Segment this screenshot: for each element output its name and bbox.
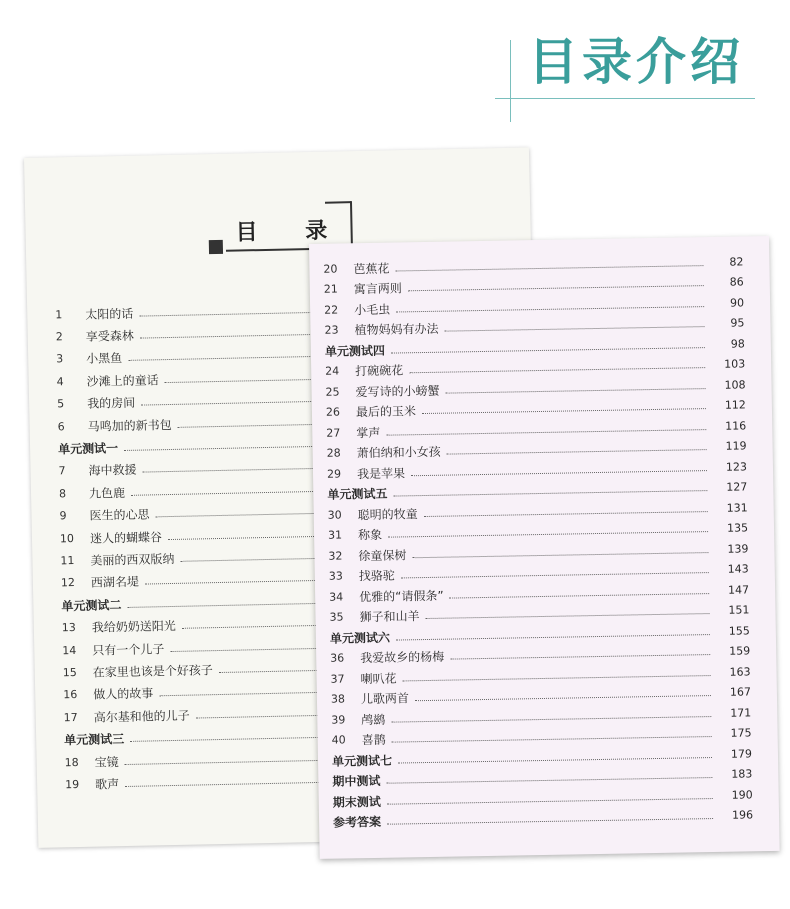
- toc-entry-page-number: 95: [730, 316, 745, 330]
- toc-entry-number: 4: [56, 374, 64, 389]
- dot-leader: [412, 552, 708, 558]
- toc-entry-title: 优雅的“请假条”: [359, 588, 444, 604]
- toc-entry-title: 找骆驼: [358, 568, 395, 584]
- toc-entry-page-number: 119: [725, 439, 747, 453]
- toc-entry-title: 萧伯纳和小女孩: [356, 444, 441, 461]
- toc-entry-number: 36: [330, 651, 345, 665]
- toc-entry-number: 22: [324, 303, 339, 317]
- dot-leader: [409, 367, 705, 373]
- dot-leader: [401, 572, 709, 578]
- toc-entry-title: 植物妈妈有办法: [354, 321, 439, 338]
- toc-entry-number: 32: [328, 548, 343, 563]
- toc-entry-number: 33: [328, 569, 343, 583]
- toc-entry-title: 掌声: [356, 425, 381, 440]
- toc-entry-number: 17: [63, 710, 78, 724]
- heading-corner-decoration: [350, 201, 353, 249]
- toc-entry-number: 37: [330, 671, 345, 686]
- toc-entry-page-number: 155: [728, 623, 750, 638]
- toc-entry-number: 23: [324, 323, 339, 337]
- toc-entry-title: 马鸣加的新书包: [87, 417, 172, 434]
- toc-entry-title: 徐童保树: [358, 547, 407, 563]
- toc-entry-title: 我的房间: [87, 395, 136, 411]
- toc-entry-title: 太阳的话: [85, 306, 134, 322]
- dot-leader: [395, 265, 703, 271]
- toc-entry-number: 7: [58, 464, 66, 478]
- toc-entry-number: 15: [62, 665, 77, 680]
- decorative-vertical-line: [510, 40, 511, 122]
- toc-entry-title: 聪明的牧童: [357, 506, 418, 522]
- toc-entry-title: 我是苹果: [356, 465, 406, 481]
- toc-entry-number: 31: [327, 528, 343, 542]
- toc-entry-page-number: 151: [728, 603, 750, 617]
- toc-entry-title: 单元测试三: [64, 732, 125, 748]
- toc-entry-number: 9: [59, 509, 67, 523]
- toc-entry-page-number: 112: [724, 398, 746, 412]
- dot-leader: [392, 736, 712, 743]
- toc-entry-title: 单元测试七: [331, 753, 393, 769]
- toc-heading: 目 录: [235, 217, 348, 246]
- toc-entry-page-number: 183: [731, 767, 753, 781]
- toc-entry-title: 喜鹊: [361, 732, 386, 748]
- toc-entry-number: 6: [57, 419, 65, 433]
- toc-entry-number: 26: [325, 405, 341, 419]
- toc-entry-title: 沙滩上的童话: [86, 372, 159, 389]
- toc-entry-title: 期中测试: [332, 773, 381, 789]
- toc-entry-title: 单元测试二: [61, 597, 122, 614]
- toc-entry-page-number: 139: [727, 541, 749, 556]
- dot-leader: [424, 511, 708, 517]
- dot-leader: [398, 757, 712, 763]
- dot-leader: [411, 470, 707, 476]
- toc-entry-number: 20: [323, 262, 338, 276]
- toc-entry-title: 最后的玉米: [355, 404, 417, 420]
- toc-entry-number: 12: [60, 576, 76, 590]
- toc-entry-title: 美丽的西双版纳: [90, 551, 175, 568]
- toc-entry-title: 高尔基和他的儿子: [93, 708, 190, 725]
- toc-entry-number: 27: [326, 425, 341, 440]
- toc-entry-title: 享受森林: [85, 328, 134, 344]
- toc-entry-title: 单元测试五: [327, 486, 388, 502]
- toc-entry-number: 1: [55, 307, 63, 321]
- dot-leader: [446, 388, 706, 394]
- toc-entry-number: 3: [56, 352, 64, 366]
- toc-entry-page-number: 171: [730, 705, 752, 720]
- toc-entry-page-number: 163: [729, 664, 751, 679]
- toc-entry-page-number: 167: [729, 685, 751, 699]
- toc-entry-number: 30: [327, 507, 342, 522]
- toc-entry-title: 芭蕉花: [353, 261, 390, 276]
- dot-leader: [391, 716, 711, 723]
- toc-entry-number: 8: [58, 486, 67, 501]
- toc-entry-number: 34: [329, 589, 344, 604]
- decorative-horizontal-line: [495, 98, 755, 99]
- dot-leader: [393, 490, 707, 496]
- toc-entry-number: 25: [325, 384, 340, 399]
- dot-leader: [396, 306, 704, 312]
- toc-entry-number: 11: [60, 553, 75, 568]
- toc-entry-title: 打碗碗花: [355, 363, 404, 379]
- toc-entry-number: 5: [57, 397, 65, 411]
- dot-leader: [396, 634, 710, 640]
- toc-entry-number: 13: [61, 621, 76, 635]
- toc-entry-page-number: 196: [731, 808, 754, 822]
- toc-entry-title: 海中救援: [88, 463, 137, 479]
- dot-leader: [422, 408, 706, 414]
- dot-leader: [388, 531, 708, 538]
- toc-entry-page-number: 127: [726, 480, 748, 494]
- dot-leader: [450, 593, 710, 599]
- toc-entry-number: 18: [64, 755, 79, 769]
- toc-entry-number: 24: [325, 364, 340, 378]
- toc-entry-title: 在家里也该是个好孩子: [92, 663, 213, 680]
- toc-entry-title: 我给奶奶送阳光: [91, 619, 176, 635]
- toc-entry-number: 16: [63, 688, 78, 702]
- toc-entry-title: 只有一个儿子: [92, 641, 165, 658]
- toc-entry-page-number: 123: [725, 459, 748, 474]
- toc-entry-title: 九色鹿: [88, 485, 126, 501]
- toc-entry-title: 狮子和山羊: [359, 609, 420, 625]
- toc-entry-page-number: 175: [730, 726, 752, 740]
- toc-entry-title: 迷人的蝴蝶谷: [89, 529, 163, 546]
- toc-entry-page-number: 179: [730, 746, 753, 761]
- toc-entry-page-number: 116: [725, 418, 747, 433]
- toc-entry-title: 寓言两则: [353, 281, 402, 297]
- toc-entry-title: 称象: [357, 527, 383, 543]
- toc-entry-page-number: 190: [731, 787, 753, 802]
- toc-entry-number: 28: [326, 446, 341, 460]
- dot-leader: [445, 326, 705, 332]
- toc-entry-page-number: 86: [729, 275, 744, 289]
- toc-entry-page-number: 98: [730, 336, 745, 351]
- dot-leader: [408, 285, 704, 291]
- toc-entry-title: 参考答案: [332, 814, 382, 830]
- toc-entry-page-number: 108: [724, 377, 746, 392]
- toc-entry-page-number: 143: [727, 562, 749, 576]
- dot-leader: [403, 675, 711, 681]
- toc-entry-page-number: 82: [729, 254, 744, 269]
- dot-leader: [415, 695, 711, 701]
- toc-entry-number: 29: [326, 466, 342, 481]
- toc-entry-page-number: 159: [729, 644, 751, 658]
- dot-leader: [386, 777, 712, 784]
- toc-entry-number: 19: [64, 777, 80, 792]
- toc-entry-page-number: 147: [727, 582, 750, 597]
- dot-leader: [447, 449, 707, 455]
- toc-entry-number: 35: [329, 610, 344, 624]
- toc-entry-title: 单元测试六: [329, 630, 391, 646]
- toc-entry-title: 宝镜: [94, 754, 119, 770]
- toc-entry-title: 我爱故乡的杨梅: [360, 649, 445, 666]
- toc-entry-title: 西湖名堤: [90, 574, 140, 590]
- toc-entry-page-number: 131: [726, 500, 748, 515]
- banner-title: 目录介绍: [528, 33, 744, 91]
- toc-entry-title: 小毛虫: [354, 302, 391, 317]
- toc-entry-page-number: 135: [726, 521, 749, 535]
- toc-entry-number: 39: [331, 712, 346, 727]
- dot-leader: [450, 654, 710, 660]
- toc-entry-number: 38: [330, 692, 346, 706]
- dot-leader: [387, 798, 713, 805]
- toc-entry-title: 喇叭花: [360, 671, 397, 686]
- dot-leader: [426, 613, 710, 619]
- toc-entry-title: 鸬鹚: [361, 712, 386, 727]
- toc-entry-number: 40: [331, 733, 346, 747]
- toc-entry-page-number: 90: [729, 295, 745, 310]
- toc-entry-title: 小黑鱼: [86, 351, 123, 367]
- right-book-page: [309, 236, 780, 859]
- toc-entry-number: 10: [59, 531, 75, 545]
- toc-entry-title: 儿歌两首: [360, 691, 410, 707]
- toc-entry-title: 单元测试四: [324, 343, 386, 359]
- toc-entry-number: 2: [55, 330, 63, 344]
- toc-entry-title: 单元测试一: [57, 440, 119, 457]
- dot-leader: [391, 347, 705, 353]
- toc-entry-title: 医生的心思: [89, 507, 150, 523]
- toc-entry-title: 做人的故事: [93, 686, 154, 702]
- heading-corner-decoration: [325, 201, 351, 204]
- toc-entry-title: 歌声: [94, 777, 120, 792]
- toc-entry-number: 21: [323, 282, 338, 296]
- dot-leader: [386, 429, 706, 436]
- dot-leader: [387, 818, 713, 825]
- toc-entry-title: 爱写诗的小螃蟹: [355, 383, 440, 399]
- toc-entry-number: 14: [62, 643, 77, 657]
- toc-entry-title: 期末测试: [332, 794, 381, 810]
- toc-entry-page-number: 103: [724, 357, 746, 371]
- heading-square-decoration: [209, 240, 223, 254]
